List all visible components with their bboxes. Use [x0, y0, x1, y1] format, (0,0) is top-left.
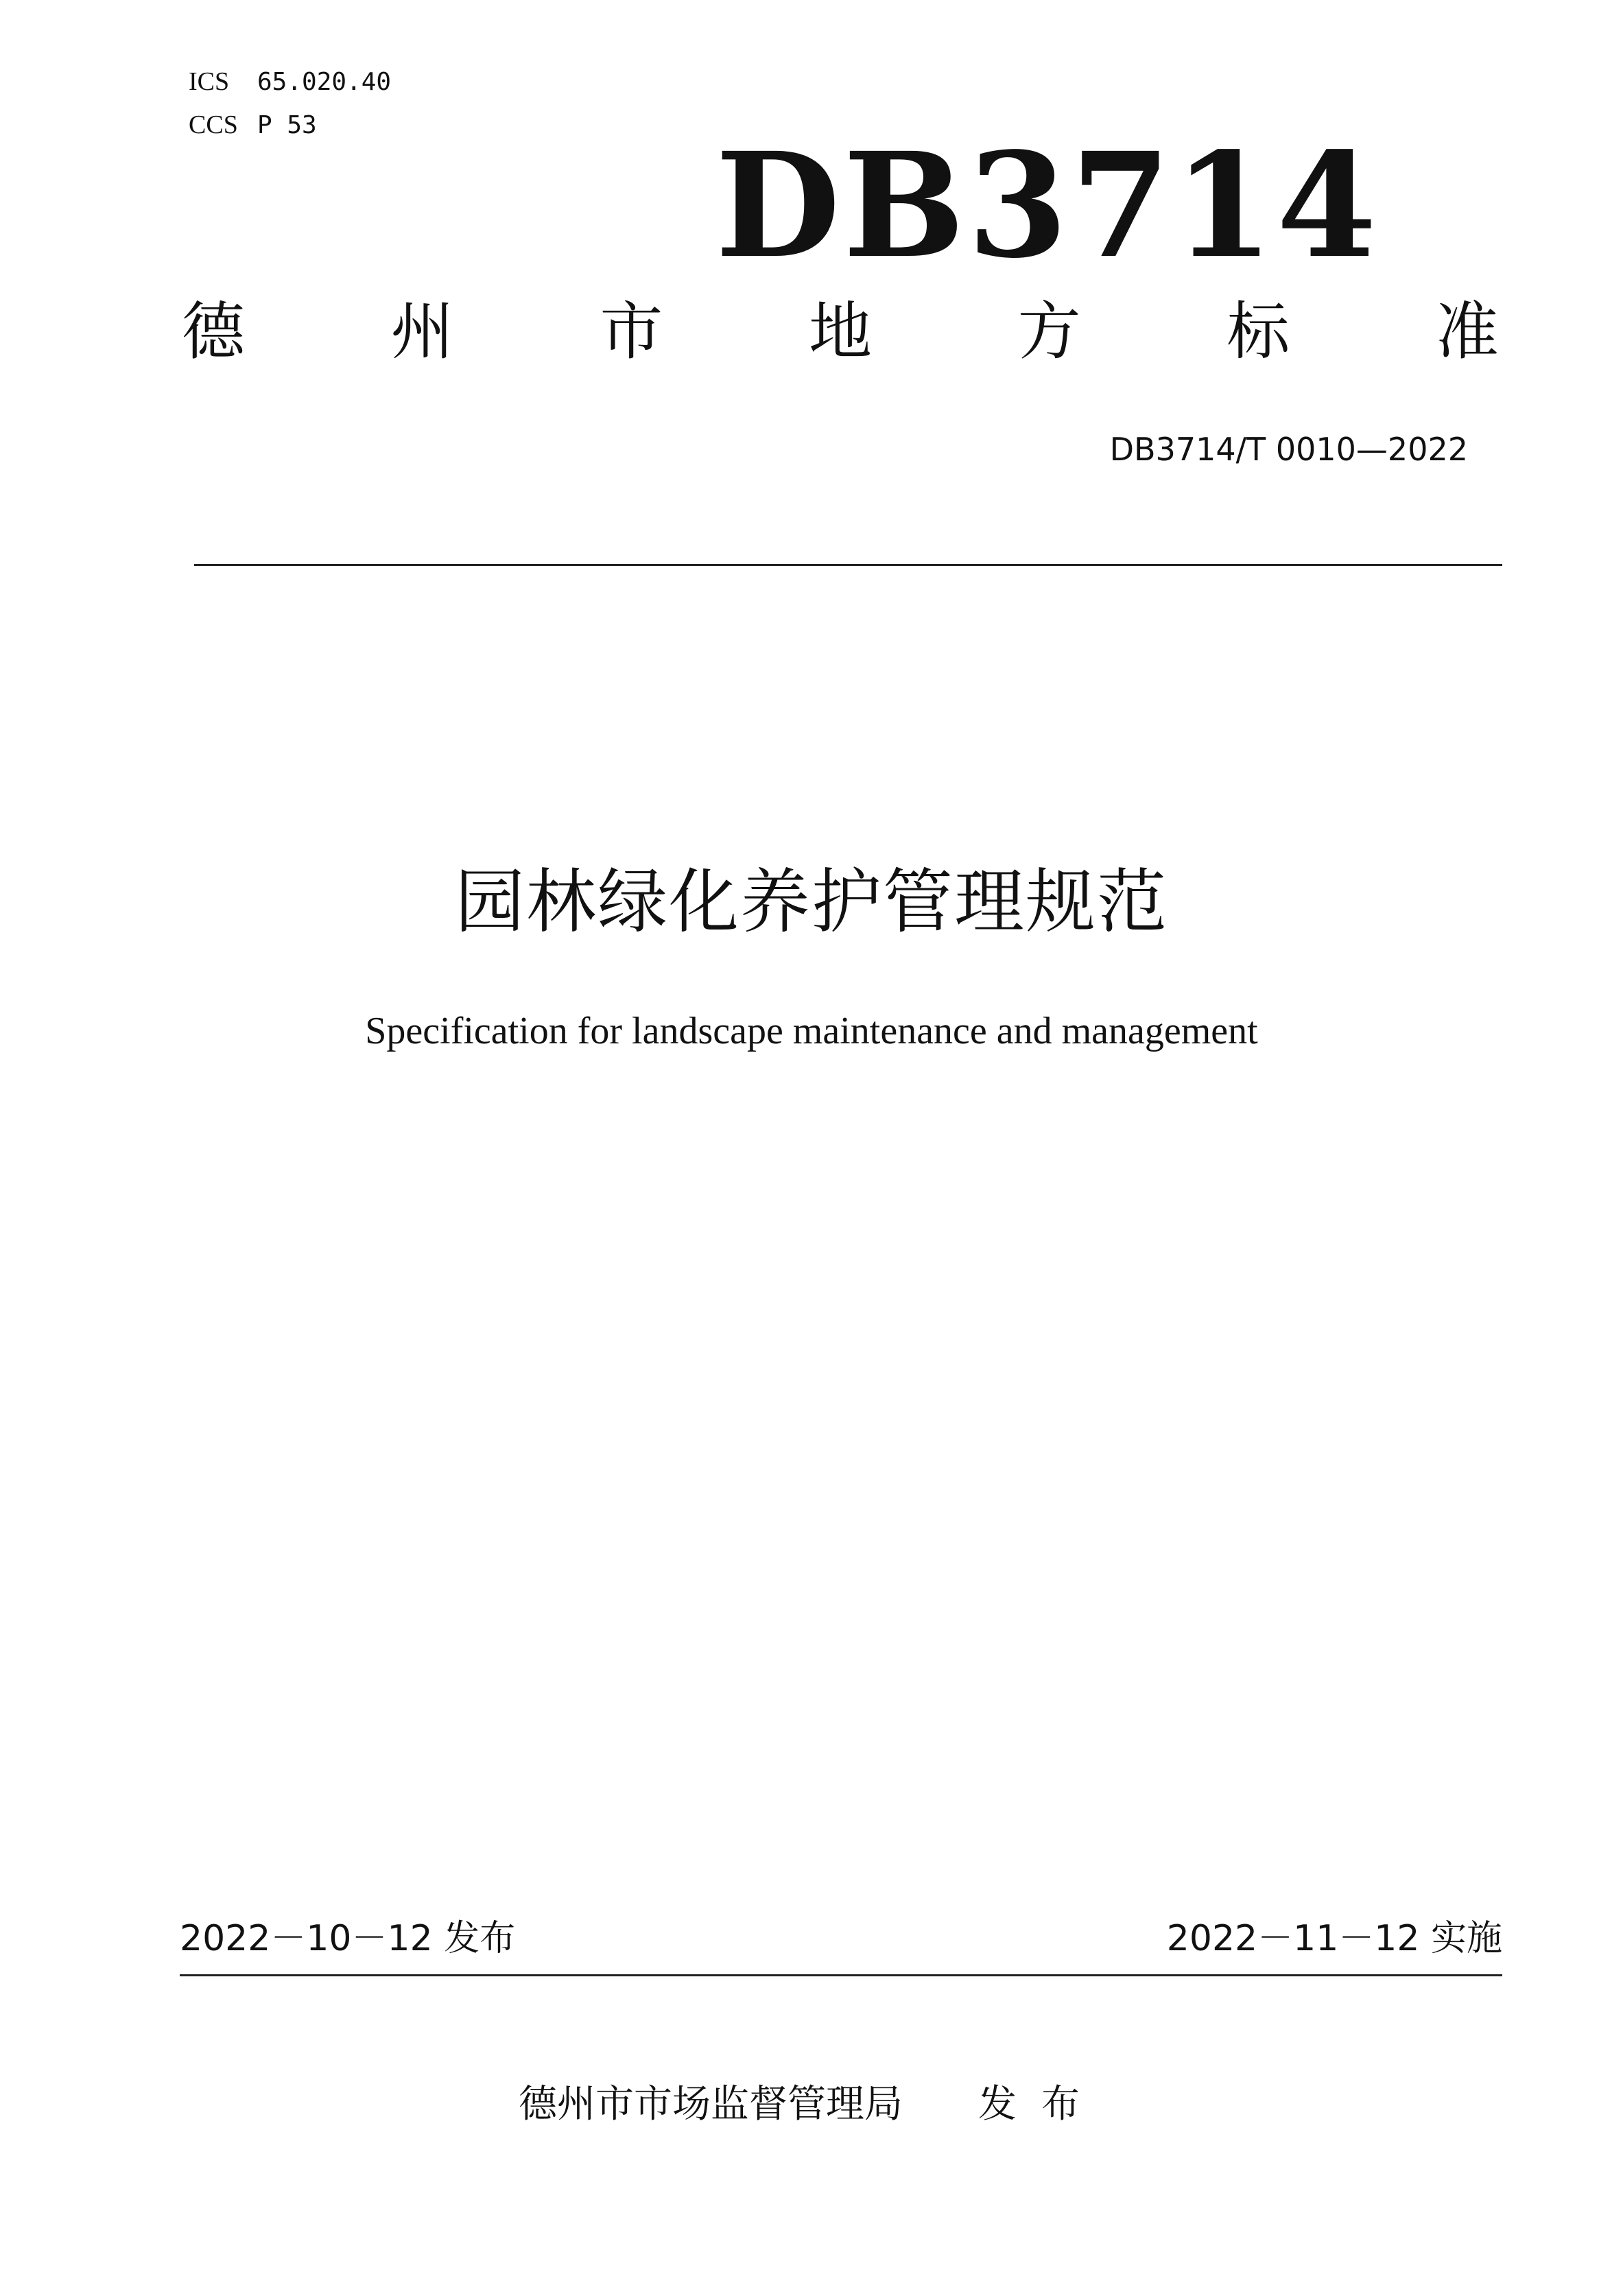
ccs-label: CCS [189, 110, 238, 139]
standard-type-char: 准 [1435, 295, 1499, 368]
issue-date: 2022－10－12 发布 [180, 1918, 516, 1959]
implementation-date: 2022－11－12 实施 [1166, 1918, 1502, 1959]
document-title-english: Specification for landscape maintenance and management [365, 1010, 1258, 1052]
ccs-classification [189, 112, 317, 138]
standard-type-char: 德 [182, 295, 246, 368]
ccs-value: P 53 [257, 111, 317, 139]
ics-label: ICS [189, 67, 230, 96]
ics-value: 65.020.40 [257, 68, 392, 96]
standard-type-char: 州 [390, 295, 454, 368]
standard-type-char: 标 [1227, 295, 1290, 368]
standard-type-heading [182, 295, 1499, 368]
standard-type-char: 方 [1017, 295, 1081, 368]
ics-classification [189, 69, 391, 95]
standard-type-char: 地 [808, 295, 872, 368]
publisher-line [0, 2082, 1623, 2127]
top-divider [194, 564, 1502, 566]
bottom-divider [180, 1974, 1502, 1976]
standard-type-char: 市 [600, 295, 663, 368]
document-title-chinese: 园林绿化养护管理规范 [455, 862, 1168, 943]
standard-code: DB3714/T 0010—2022 [1109, 431, 1468, 468]
publish-action: 发布 [978, 2082, 1104, 2127]
db-standard-logo: DB3714 [715, 121, 1379, 290]
publisher-organization: 德州市市场监督管理局 [519, 2082, 903, 2127]
